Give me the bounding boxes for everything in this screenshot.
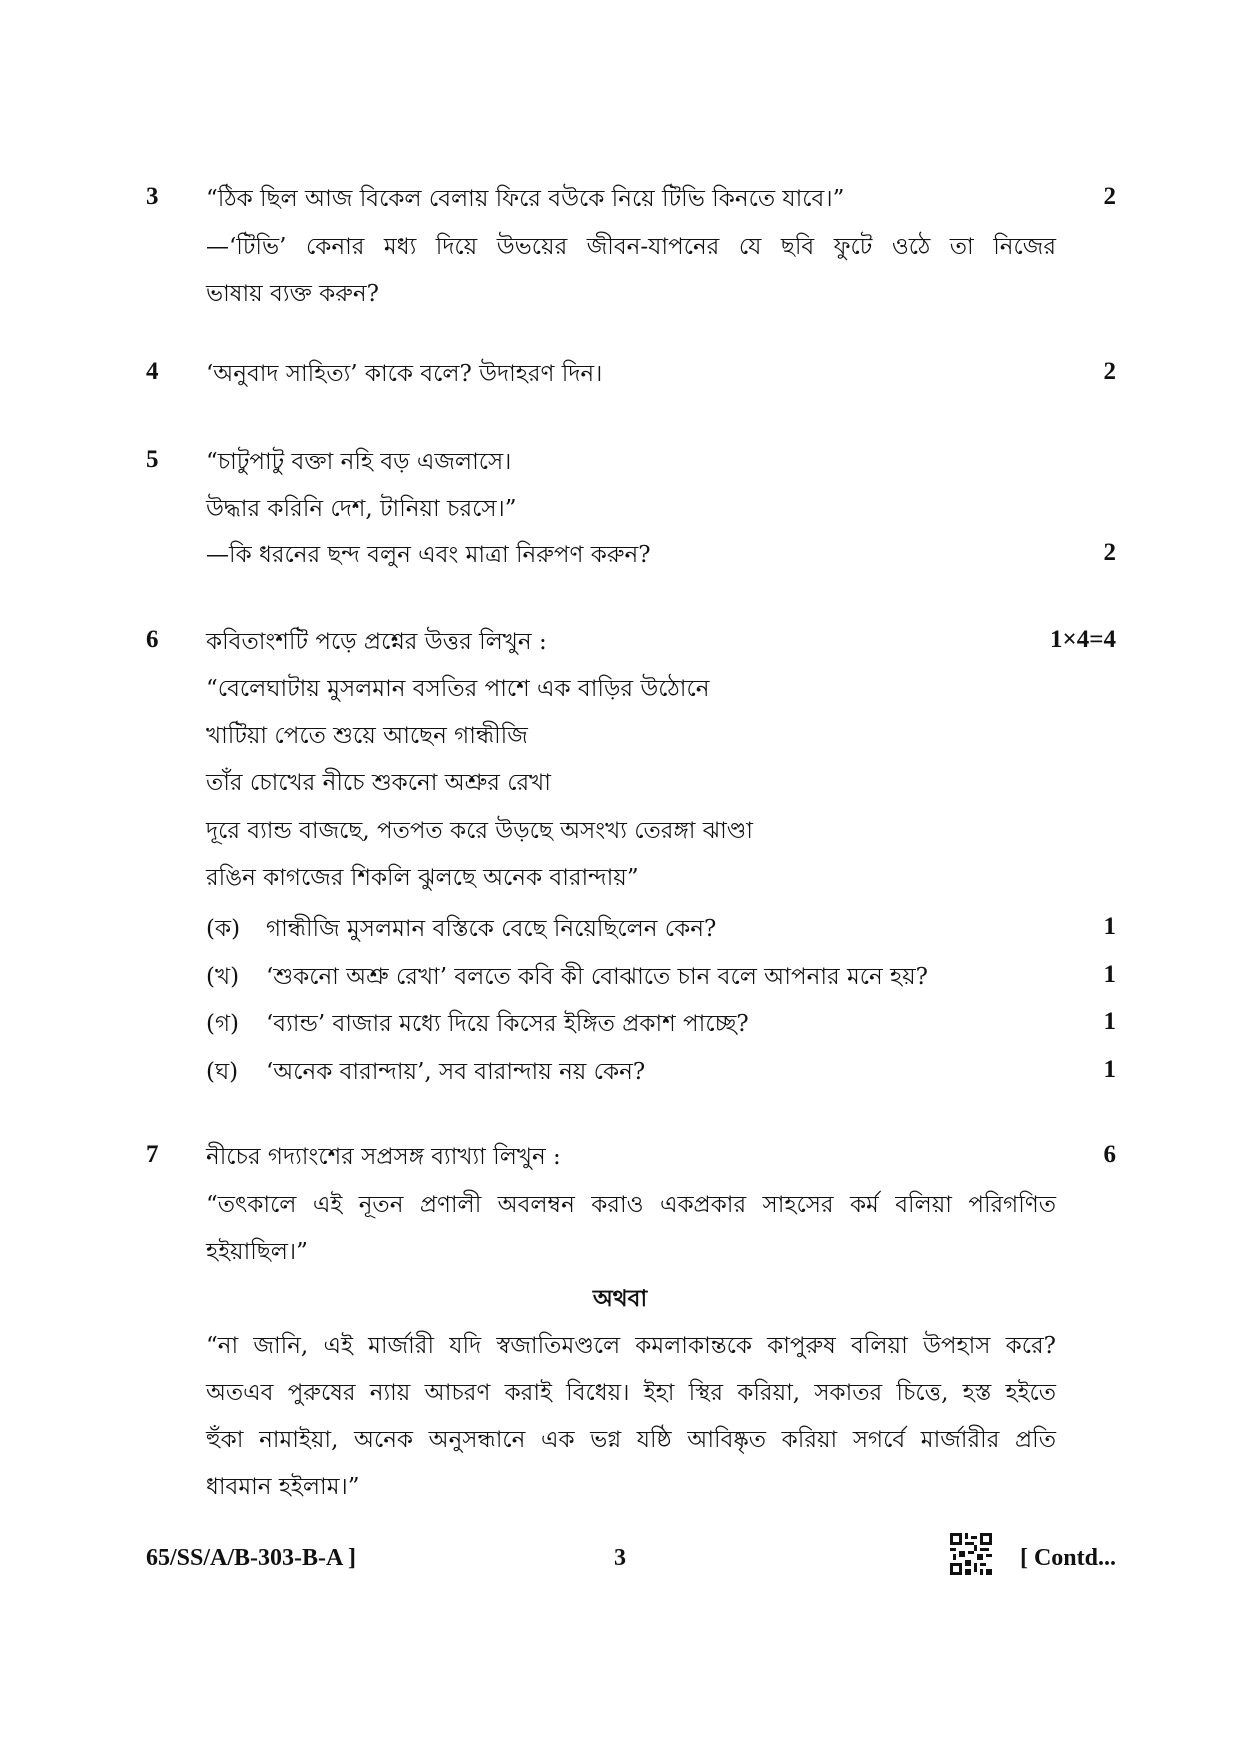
- alt-passage-line: ধাবমান হইলাম।”: [206, 1474, 360, 1500]
- sub-question-label: (খ): [206, 964, 240, 990]
- question-line: “চাটুপাটু বক্তা নহি বড় এজলাসে।: [206, 449, 512, 475]
- poem-line: রঙিন কাগজের শিকলি ঝুলছে অনেক বারান্দায়”: [206, 865, 639, 891]
- paper-code: 65/SS/A/B-303-B-A ]: [146, 1545, 357, 1571]
- question-number: 7: [146, 1141, 159, 1168]
- sub-question-marks: 1: [1103, 1056, 1116, 1083]
- question-marks: 2: [1103, 539, 1116, 566]
- sub-question-label: (গ): [206, 1011, 240, 1037]
- sub-question-text: গান্ধীজি মুসলমান বস্তিকে বেছে নিয়েছিলেন কেন?: [266, 916, 717, 942]
- sub-question-label: (ক): [206, 916, 241, 942]
- question-marks: 2: [1103, 183, 1116, 210]
- question-line: ‘অনুবাদ সাহিত্য’ কাকে বলে? উদাহরণ দিন।: [206, 361, 603, 387]
- question-line: “ঠিক ছিল আজ বিকেল বেলায় ফিরে বউকে নিয়ে টিভি কিনতে যাবে।”: [206, 186, 845, 212]
- poem-line: খাটিয়া পেতে শুয়ে আছেন গান্ধীজি: [206, 723, 528, 749]
- sub-question-text: ‘ব্যান্ড’ বাজার মধ্যে দিয়ে কিসের ইঙ্গিত প্রকাশ পাচ্ছে?: [266, 1011, 749, 1037]
- question-marks: 2: [1103, 358, 1116, 385]
- poem-line: তাঁর চোখের নীচে শুকনো অশ্রুর রেখা: [206, 770, 551, 796]
- question-number: 3: [146, 183, 159, 210]
- qr-code-icon: [950, 1533, 992, 1575]
- question-line: নীচের গদ্যাংশের সপ্রসঙ্গ ব্যাখ্যা লিখুন :: [206, 1144, 561, 1170]
- question-marks: 1×4=4: [1050, 626, 1116, 653]
- question-number: 5: [146, 446, 159, 473]
- sub-question-label: (ঘ): [206, 1059, 239, 1085]
- poem-line: “বেলেঘাটায় মুসলমান বসতির পাশে এক বাড়ির উঠোনে: [206, 676, 710, 702]
- or-heading: অথবা: [592, 1285, 648, 1312]
- alt-passage-line: হুঁকা নামাইয়া, অনেক অনুসন্ধানে এক ভগ্ন যষ্ঠি আবিষ্কৃত করিয়া সগর্বে মার্জারীর প্রতি: [206, 1427, 1056, 1453]
- alt-passage-line: “না জানি, এই মার্জারী যদি স্বজাতিমণ্ডলে কমলাকান্তকে কাপুরুষ বলিয়া উপহাস করে?: [206, 1333, 1056, 1359]
- poem-line: দূরে ব্যান্ড বাজছে, পতপত করে উড়ছে অসংখ্য তেরঙ্গা ঝাণ্ডা: [206, 818, 753, 844]
- question-line: কবিতাংশটি পড়ে প্রশ্নের উত্তর লিখুন :: [206, 629, 547, 655]
- alt-passage-line: অতএব পুরুষের ন্যায় আচরণ করাই বিধেয়। ইহা স্থির করিয়া, সকাতর চিত্তে, হস্ত হইতে: [206, 1380, 1056, 1406]
- sub-question-marks: 1: [1103, 961, 1116, 988]
- passage-line: “তৎকালে এই নূতন প্রণালী অবলম্বন করাও একপ্রকার সাহসের কর্ম বলিয়া পরিগণিত: [206, 1192, 1056, 1218]
- question-number: 6: [146, 626, 159, 653]
- sub-question-text: ‘শুকনো অশ্রু রেখা’ বলতে কবি কী বোঝাতে চান বলে আপনার মনে হয়?: [266, 964, 928, 990]
- continued-label: [ Contd...: [1019, 1545, 1116, 1571]
- sub-question-marks: 1: [1103, 913, 1116, 940]
- question-line: ভাষায় ব্যক্ত করুন?: [206, 281, 379, 307]
- page-number: 3: [614, 1545, 626, 1571]
- passage-line: হইয়াছিল।”: [206, 1239, 308, 1265]
- question-number: 4: [146, 358, 159, 385]
- question-marks: 6: [1103, 1141, 1116, 1168]
- sub-question-marks: 1: [1103, 1008, 1116, 1035]
- question-line: উদ্ধার করিনি দেশ, টানিয়া চরসে।”: [206, 496, 517, 522]
- question-line: —কি ধরনের ছন্দ বলুন এবং মাত্রা নিরুপণ করুন?: [206, 542, 651, 568]
- sub-question-text: ‘অনেক বারান্দায়’, সব বারান্দায় নয় কেন?: [266, 1059, 646, 1085]
- question-line: —‘টিভি’ কেনার মধ্য দিয়ে উভয়ের জীবন-যাপনের যে ছবি ফুটে ওঠে তা নিজের: [206, 234, 1056, 260]
